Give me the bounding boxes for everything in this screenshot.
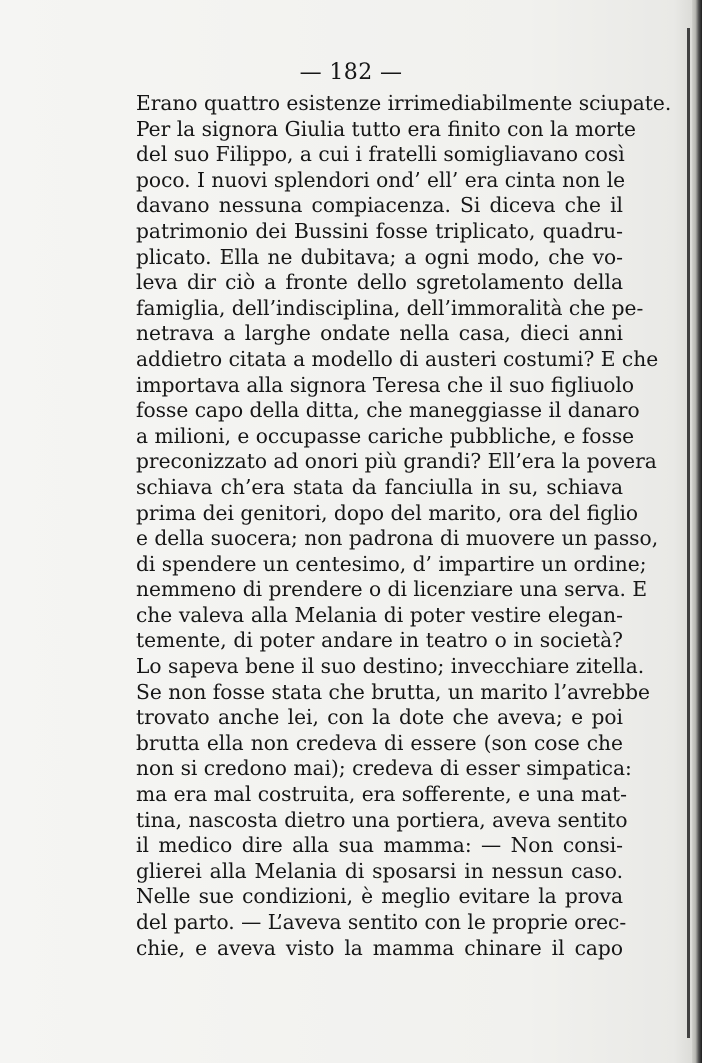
text-line: non si credono mai); credeva di esser simpatica:: [136, 756, 632, 781]
text-line: del parto. — L’aveva sentito con le proprie orec-: [136, 910, 627, 934]
text-line: ma era mal costruita, era sofferente, e una mat-: [136, 782, 627, 807]
text-line: fosse capo della ditta, che maneggiasse il danaro: [136, 398, 640, 423]
text-line: tina, nascosta dietro una portiera, aveva sentito: [136, 807, 628, 832]
text-line: glierei alla Melania di sposarsi in nessun caso.: [136, 858, 623, 883]
text-line: Nelle sue condizioni, è meglio evitare la prova: [136, 884, 623, 909]
text-line: netrava a larghe ondate nella casa, dieci anni: [136, 321, 623, 346]
text-line: famiglia, dell’indisciplina, dell’immoralità che pe-: [136, 295, 644, 320]
text-line: leva dir ciò a fronte dello sgretolamento della: [136, 270, 623, 295]
text-line: trovato anche lei, con la dote che aveva; e poi: [136, 705, 623, 730]
text-line: schiava ch’era stata da fanciulla in su, schiava: [136, 474, 623, 499]
text-line: nemmeno di prendere o di licenziare una serva. E: [136, 577, 648, 602]
page-number: — 182 —: [299, 60, 403, 85]
text-line: davano nessuna compiacenza. Si diceva che il: [136, 193, 623, 218]
text-line: brutta ella non credeva di essere (son cose che: [136, 730, 623, 755]
text-line: chie, e aveva visto la mamma chinare il capo: [136, 935, 623, 960]
text-line: prima dei genitori, dopo del marito, ora del figlio: [136, 500, 639, 525]
text-line: che valeva alla Melania di poter vestire elegan-: [136, 602, 623, 627]
text-line: poco. I nuovi splendori ond’ ell’ era cinta non le: [136, 167, 626, 192]
text-line: plicato. Ella ne dubitava; a ogni modo, che vo-: [136, 244, 623, 269]
text-line: Lo sapeva bene il suo destino; invecchiare zitella.: [136, 654, 645, 679]
text-line: importava alla signora Teresa che il suo figliuolo: [136, 372, 634, 397]
binding-shadow-line: [687, 28, 690, 1038]
text-line: temente, di poter andare in teatro o in società?: [136, 628, 623, 653]
text-line: di spendere un centesimo, d’ impartire un ordine;: [136, 551, 647, 576]
text-line: Se non fosse stata che brutta, un marito l’avrebbe: [136, 679, 650, 704]
text-line: preconizzato ad onori più grandi? Ell’era la povera: [136, 449, 657, 474]
text-line: Erano quattro esistenze irrimediabilmente sciupate.: [136, 91, 672, 115]
binding-edge: [692, 0, 702, 1063]
text-line: a milioni, e occupasse cariche pubbliche, e fosse: [136, 423, 635, 448]
text-line: patrimonio dei Bussini fosse triplicato, quadru-: [136, 218, 623, 243]
text-line: il medico dire alla sua mamma: — Non consi-: [136, 833, 623, 858]
text-line: del suo Filippo, a cui i fratelli somigliavano così: [136, 142, 625, 167]
text-line: Per la signora Giulia tutto era finito con la morte: [136, 116, 636, 141]
text-line: e della suocera; non padrona di muovere un passo,: [136, 526, 659, 551]
body-text: [136, 89, 672, 969]
text-line: addietro citata a modello di austeri costumi? E che: [136, 346, 659, 371]
